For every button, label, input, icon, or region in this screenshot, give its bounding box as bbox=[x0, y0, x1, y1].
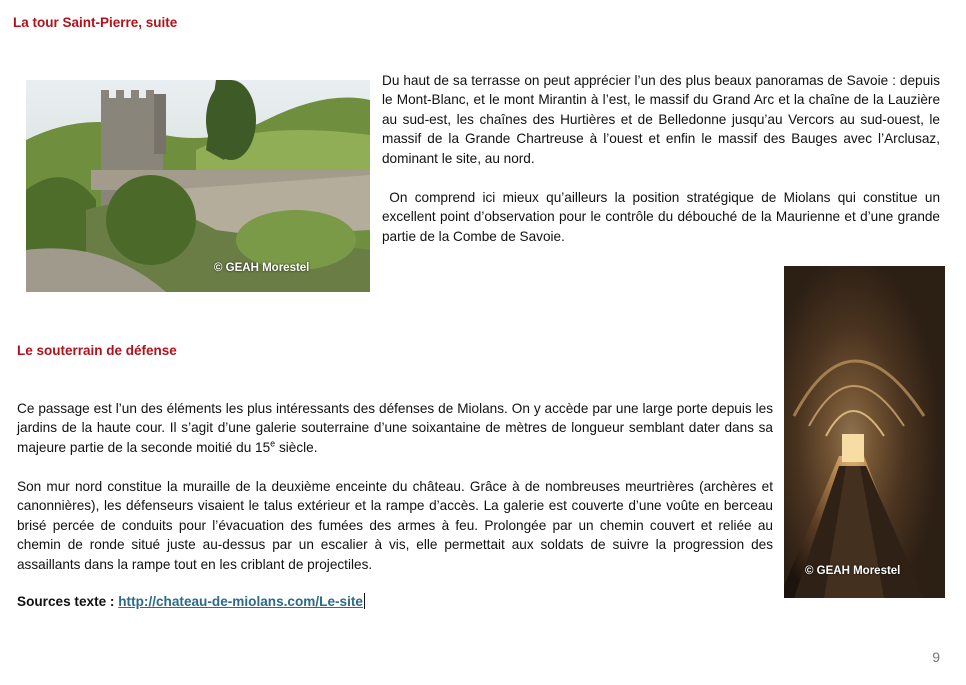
sources-link[interactable]: http://chateau-de-miolans.com/Le-site bbox=[118, 594, 363, 609]
north-wall-paragraph: Son mur nord constitue la muraille de la deuxième enceinte du château. Grâce à de nombreuses meurtrières (archères et canonnières), les défenseurs visaient le talus extérieur et la rampe d’accès. La galerie est couverte d’une voûte en berceau brisé percée de conduits pour l’évacuation des fumées des armes à feu. Prolongée par un chemin couvert et reliée au chemin de ronde situé juste au-dessus par un escalier à vis, elle permettait aux soldats de suivre la progression des assaillants dans la rampe tout en les criblant de projectiles. bbox=[17, 479, 773, 572]
passage-text: Ce passage est l’un des éléments les plus intéressants des défenses de Miolans. On y accède par une large porte depuis les jardins de la haute cour. Il s’agit d’une galerie souterraine d’une soixantaine de mètres de longueur semblant dater dans sa majeure partie de la seconde moitié du 15 bbox=[17, 401, 773, 455]
photo-credit: © GEAH Morestel bbox=[805, 565, 901, 577]
underground-gallery-photo bbox=[784, 266, 945, 598]
section-heading-tour-saint-pierre: La tour Saint-Pierre, suite bbox=[13, 15, 178, 30]
photo-credit: © GEAH Morestel bbox=[214, 262, 310, 274]
century-superscript: e bbox=[270, 438, 276, 449]
section-heading-souterrain: Le souterrain de défense bbox=[17, 343, 177, 358]
text-cursor bbox=[364, 593, 365, 609]
sources-line bbox=[17, 593, 365, 609]
strategic-position-paragraph bbox=[382, 188, 940, 246]
panorama-paragraph: Du haut de sa terrasse on peut apprécier l’un des plus beaux panoramas de Savoie : depuis le Mont-Blanc, et le mont Mirantin à l’est, le massif du Grand Arc et la chaîne de la Lauzière au sud-est, les chaînes des Hurtières et de Belledonne jusqu’au Vercors au sud-ouest, le massif de la Grande Chartreuse à l’ouest et enfin le massif des Bauges avec l’Arclusaz, dominant le site, au nord. bbox=[382, 73, 940, 166]
strategic-position-text: On comprend ici mieux qu’ailleurs la position stratégique de Miolans qui constitue un excellent point d’observation pour le contrôle du débouché de la Maurienne et d’une grande partie de la Combe de Savoie. bbox=[382, 190, 941, 244]
passage-text-end: siècle. bbox=[275, 439, 318, 455]
castle-tower-photo bbox=[26, 80, 370, 292]
sources-label: Sources texte : bbox=[17, 594, 115, 609]
passage-paragraph bbox=[17, 399, 773, 457]
page-number: 9 bbox=[932, 649, 940, 665]
